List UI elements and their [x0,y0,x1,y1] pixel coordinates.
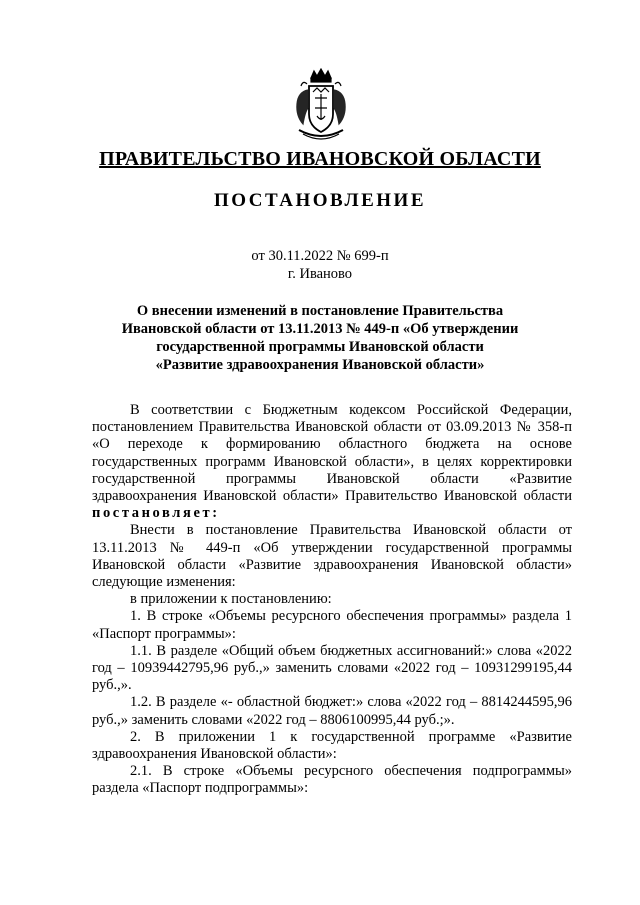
body-paragraph: 1.1. В разделе «Общий объем бюджетных ассигнований:» слова «2022 год – 10939442795,96 руб.,» заменить словами «2022 год – 10931299195,44 руб.,». [92,642,572,694]
document-city: г. Иваново [287,266,353,282]
subject-line: «Развитие здравоохранения Ивановской области» [155,357,485,373]
body-paragraph: 2.1. В строке «Объемы ресурсного обеспечения подпрограммы» раздела «Паспорт подпрограммы»: [92,763,572,797]
government-title: ПРАВИТЕЛЬСТВО ИВАНОВСКОЙ ОБЛАСТИ [99,148,541,170]
preamble-paragraph [92,402,572,522]
document-body [92,402,572,798]
body-paragraph: 1. В строке «Объемы ресурсного обеспечения программы» раздела 1 «Паспорт программы»: [92,608,572,642]
preamble-text: В соответствии с Бюджетным кодексом Российской Федерации, постановлением Правительства Ивановской области от 03.09.2013 № 358-п «О переходе к формированию областного бюджета на основе государственных программ Ивановской области», в целях корректировки государственной программы Ивановской области «Развитие здравоохранения Ивановской области» Правительство Ивановской области [92,402,572,505]
body-paragraph: в приложении к постановлению: [130,591,332,608]
decree-word: постановляет: [92,505,220,522]
document-subject [100,302,540,374]
body-paragraph: Внести в постановление Правительства Ивановской области от 13.11.2013 № 449-п «Об утверждении государственной программы Ивановской области «Развитие здравоохранения Ивановской области» следующие изменения: [92,522,572,591]
body-paragraph: 1.2. В разделе «- областной бюджет:» слова «2022 год – 8814244595,96 руб.,» заменить словами «2022 год – 8806100995,44 руб.;». [92,694,572,728]
body-paragraph: 2. В приложении 1 к государственной программе «Развитие здравоохранения Ивановской области»: [92,728,572,763]
subject-line: Ивановской области от 13.11.2013 № 449-п «Об утверждении [121,321,519,337]
subject-line: государственной программы Ивановской области [156,339,484,355]
document-date-number: от 30.11.2022 № 699-п [251,248,389,264]
document-type: ПОСТАНОВЛЕНИЕ [213,190,427,211]
subject-line: О внесении изменений в постановление Правительства [136,303,504,319]
coat-of-arms-icon [293,68,349,144]
